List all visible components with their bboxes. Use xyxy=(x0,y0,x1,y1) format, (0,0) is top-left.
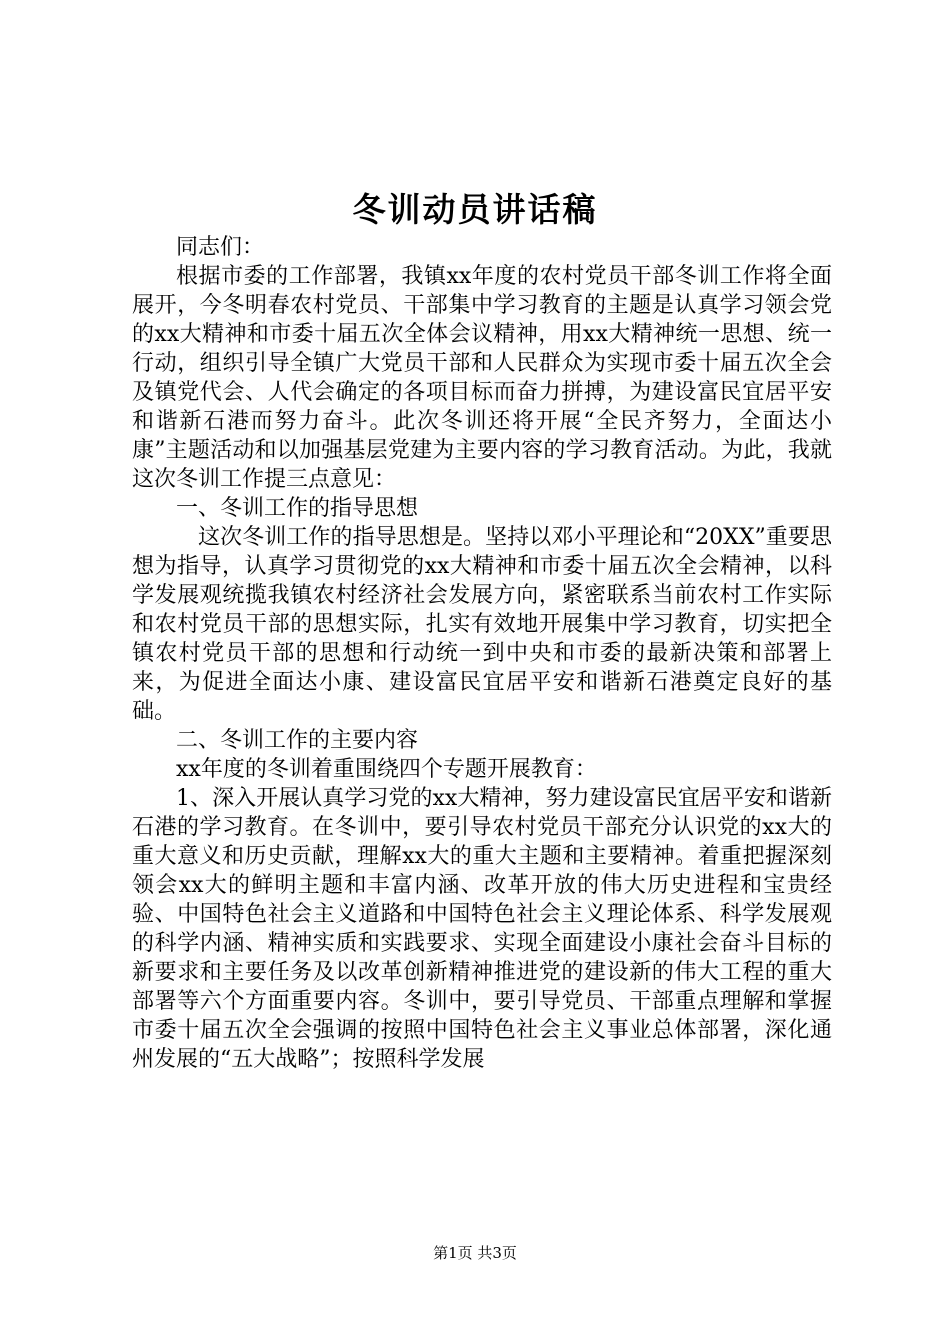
section-heading-1: 一、冬训工作的指导思想 xyxy=(176,496,419,521)
guiding-thought-paragraph: 这次冬训工作的指导思想是。坚持以邓小平理论和“20XX”重要思想为指导，认真学习贯彻党的xx大精神和市委十届五次全会精神，以科学发展观统揽我镇农村经济社会发展方向，紧密联系当前农村工作实际和农村党员干部的思想实际，扎实有效地开展集中学习教育，切实把全镇农村党员干部的思想和行动统一到中央和市委的最新决策和部署上来，为促进全面达小康、建设富民宜居平安和谐新石港奠定良好的基础。 xyxy=(132,525,832,724)
topic-1-paragraph: 1、深入开展认真学习党的xx大精神，努力建设富民宜居平安和谐新石港的学习教育。在冬训中，要引导农村党员干部充分认识党的xx大的重大意义和历史贡献，理解xx大的重大主题和主要精神。着重把握深刻领会xx大的鲜明主题和丰富内涵、改革开放的伟大历史进程和宝贵经验、中国特色社会主义道路和中国特色社会主义理论体系、科学发展观的科学内涵、精神实质和实践要求、实现全面建设小康社会奋斗目标的新要求和主要任务及以改革创新精神推进党的建设新的伟大工程的重大部署等六个方面重要内容。冬训中，要引导党员、干部重点理解和掌握市委十届五次全会强调的按照中国特色社会主义事业总体部署，深化通州发展的“五大战略”；按照科学发展 xyxy=(132,786,832,1072)
section-heading-2: 二、冬训工作的主要内容 xyxy=(176,728,419,753)
document-body xyxy=(132,233,832,1074)
salutation: 同志们： xyxy=(176,235,265,260)
intro-paragraph: 根据市委的工作部署，我镇xx年度的农村党员干部冬训工作将全面展开，今冬明春农村党员、干部集中学习教育的主题是认真学习领会党的xx大精神和市委十届五次全体会议精神，用xx大精神统一思想、统一行动，组织引导全镇广大党员干部和人民群众为实现市委十届五次全会及镇党代会、人代会确定的各项目标而奋力拼搏，为建设富民宜居平安和谐新石港而努力奋斗。此次冬训还将开展“全民齐努力，全面达小康”主题活动和以加强基层党建为主要内容的学习教育活动。为此，我就这次冬训工作提三点意见： xyxy=(132,264,832,492)
document-title: 冬训动员讲话稿 xyxy=(352,190,598,229)
page-number-footer: 第1页 共3页 xyxy=(433,1244,517,1262)
topics-intro-paragraph: xx年度的冬训着重围绕四个专题开展教育： xyxy=(176,757,597,782)
